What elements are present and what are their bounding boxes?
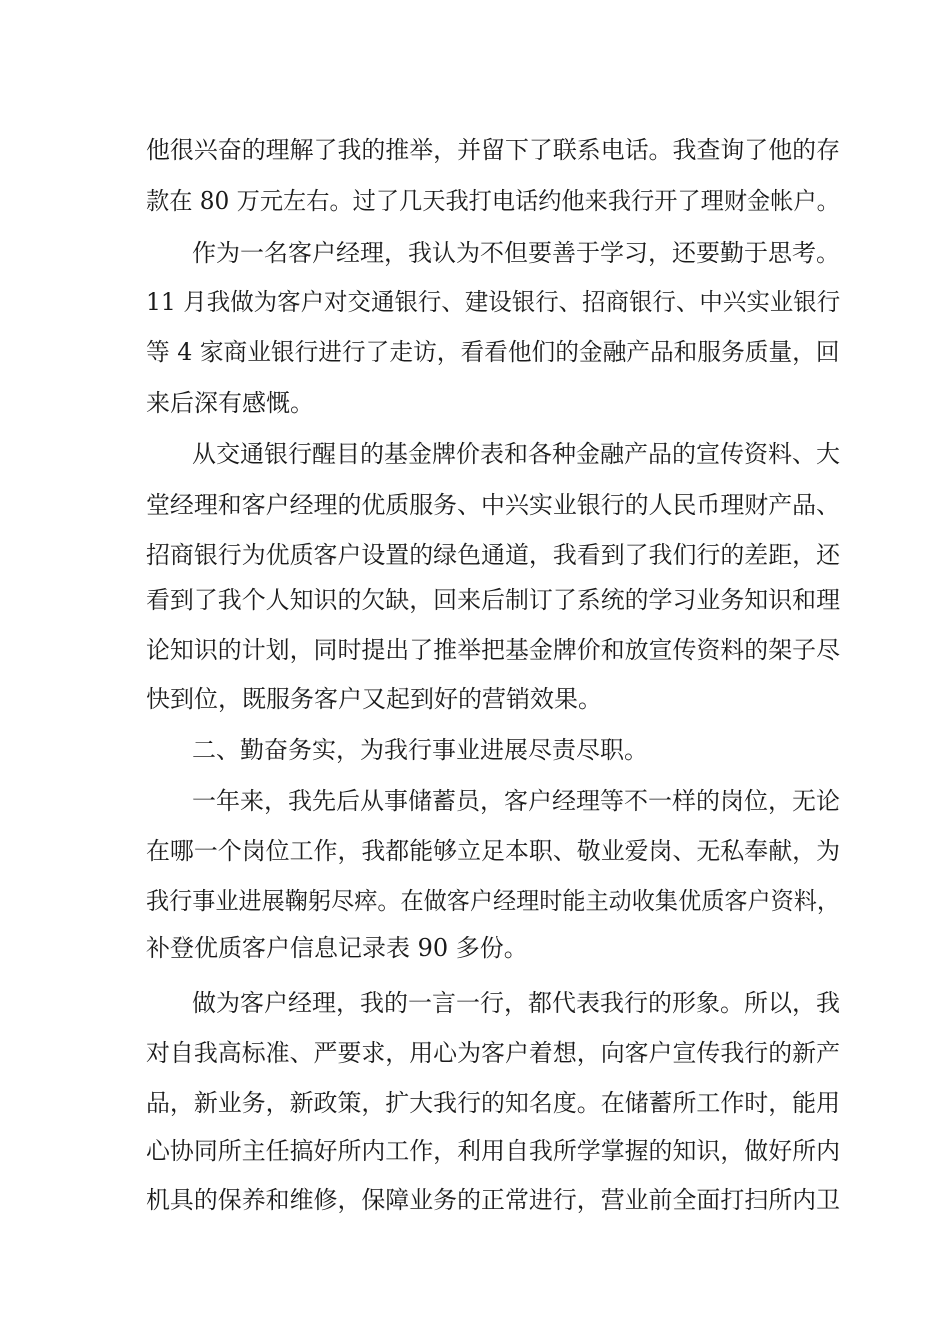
section-heading: 二、勤奋务实，为我行事业进展尽责尽职。 bbox=[192, 736, 648, 764]
text-line: 从交通银行醒目的基金牌价表和各种金融产品的宣传资料、大 bbox=[192, 440, 840, 468]
text-line: 看到了我个人知识的欠缺，回来后制订了系统的学习业务知识和理 bbox=[146, 586, 840, 614]
text-line: 他很兴奋的理解了我的推举，并留下了联系电话。我查询了他的存 bbox=[146, 136, 840, 164]
text-line: 品，新业务，新政策，扩大我行的知名度。在储蓄所工作时，能用 bbox=[146, 1089, 840, 1117]
text-line: 等 4 家商业银行进行了走访，看看他们的金融产品和服务质量，回 bbox=[146, 338, 840, 366]
text-line: 来后深有感慨。 bbox=[146, 389, 314, 417]
text-line: 11 月我做为客户对交通银行、建设银行、招商银行、中兴实业银行 bbox=[146, 288, 841, 316]
text-line: 作为一名客户经理，我认为不但要善于学习，还要勤于思考。 bbox=[192, 239, 840, 267]
text-line: 快到位，既服务客户又起到好的营销效果。 bbox=[146, 685, 602, 713]
text-line: 款在 80 万元左右。过了几天我打电话约他来我行开了理财金帐户。 bbox=[146, 187, 840, 215]
text-line: 论知识的计划，同时提出了推举把基金牌价和放宣传资料的架子尽 bbox=[146, 636, 840, 664]
text-line: 我行事业进展鞠躬尽瘁。在做客户经理时能主动收集优质客户资料， bbox=[146, 887, 840, 915]
text-line: 做为客户经理，我的一言一行，都代表我行的形象。所以，我 bbox=[192, 989, 840, 1017]
text-line: 补登优质客户信息记录表 90 多份。 bbox=[146, 934, 528, 962]
text-line: 在哪一个岗位工作，我都能够立足本职、敬业爱岗、无私奉献，为 bbox=[146, 837, 840, 865]
text-line: 堂经理和客户经理的优质服务、中兴实业银行的人民币理财产品、 bbox=[146, 491, 840, 519]
text-line: 对自我高标准、严要求，用心为客户着想，向客户宣传我行的新产 bbox=[146, 1039, 840, 1067]
text-line: 心协同所主任搞好所内工作，利用自我所学掌握的知识，做好所内 bbox=[146, 1137, 840, 1165]
text-line: 机具的保养和维修，保障业务的正常进行，营业前全面打扫所内卫 bbox=[146, 1186, 840, 1214]
text-line: 一年来，我先后从事储蓄员，客户经理等不一样的岗位，无论 bbox=[192, 787, 840, 815]
text-line: 招商银行为优质客户设置的绿色通道，我看到了我们行的差距，还 bbox=[146, 541, 840, 569]
